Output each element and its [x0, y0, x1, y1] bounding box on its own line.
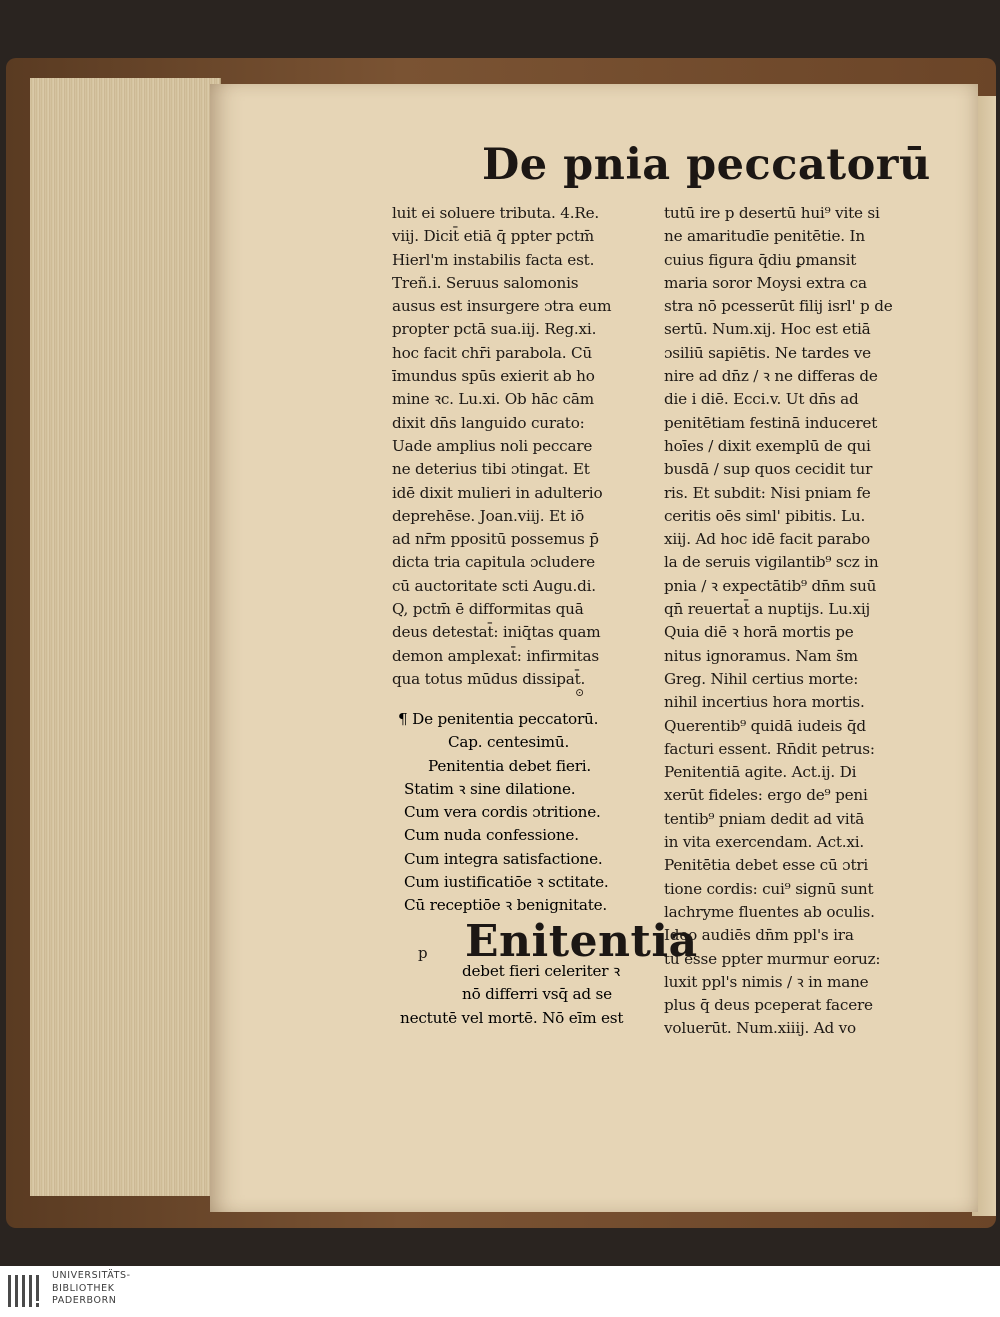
guide-letter: p [418, 944, 428, 962]
text-line: qua totus mūdus dissipat̄. [392, 669, 586, 688]
chapter-line: ¶ De penitentia peccatorū. [398, 710, 599, 728]
library-name-line1: UNIVERSITÄTS- [52, 1270, 131, 1281]
text-line: facturi essent. Rn̄dit petrus: [664, 739, 875, 758]
text-line: propter pctā sua.iij. Reg.xi. [392, 320, 597, 339]
chapter-line: Cum vera cordis ɔtritione. [404, 803, 601, 822]
text-line: Penitentiā agite. Act.ij. Di [664, 763, 857, 782]
text-line: ceritis oēs siml' pibitis. Lu. [664, 506, 866, 525]
footer-bar [0, 1266, 1000, 1317]
chapter-line: Statim ꝛ sine dilatione. [404, 779, 576, 798]
text-line: ne deterius tibi ɔtingat. Et [392, 460, 590, 479]
text-line: tione cordis: cui⁹ signū sunt [664, 879, 874, 898]
library-logo-icon [6, 1271, 46, 1311]
text-line: ad nr̄m ppositū possemus p̄ [392, 530, 599, 549]
text-line: dixit dn̄s languido curato: [392, 413, 585, 432]
initial-word: Enitentia [465, 916, 698, 967]
text-line: idē dixit mulieri in adulterio [392, 483, 603, 502]
text-line: Greg. Nihil certius morte: [664, 669, 859, 688]
library-name [52, 1270, 131, 1308]
text-line: in vita exercendam. Act.xi. [664, 833, 865, 852]
text-line: stra nō pcesserūt filij isrl' p de [664, 297, 893, 316]
text-line: sertū. Num.xij. Hoc est etiā [664, 320, 871, 339]
text-line: nitus ignoramus. Nam s̄m [664, 646, 858, 665]
text-line: deprehēse. Joan.viij. Et iō [392, 506, 585, 525]
left-column [392, 202, 654, 691]
running-head: De pnia peccatorū [482, 140, 931, 190]
text-line: dicta tria capitula ɔcludere [392, 553, 595, 572]
text-line: nō differri vsq̄ ad se [462, 985, 612, 1004]
text-line: la de seruis vigilantib⁹ scz in [664, 553, 879, 572]
text-line: nihil incertius hora mortis. [664, 693, 865, 712]
text-line: Penitētia debet esse cū ɔtri [664, 856, 869, 875]
text-line: demon amplexat̄: infirmitas [392, 646, 599, 665]
text-line: Hierl'm instabilis facta est. [392, 250, 595, 269]
chapter-line: Cum integra satisfactione. [404, 849, 603, 868]
text-line: penitētiam festinā induceret [664, 413, 878, 432]
text-line: die i diē. Ecci.v. Ut dn̄s ad [664, 390, 859, 409]
text-line: ausus est insurgere ɔtra eum [392, 297, 612, 316]
text-line: deus detestat̄: iniq̄tas quam [392, 623, 601, 642]
chapter-line: Cum nuda confessione. [404, 826, 579, 845]
chapter-heading [398, 708, 660, 918]
printer-mark: ⊙ [575, 686, 585, 699]
text-line: Querentib⁹ quidā iudeis q̄d [664, 716, 866, 735]
text-line: ne amaritudīe penitētie. In [664, 227, 865, 246]
text-line: hoc facit chr̄i parabola. Cū [392, 343, 592, 362]
text-line: luxit ppl's nimis / ꝛ in mane [664, 972, 869, 991]
chapter-line: Cū receptiōe ꝛ benignitate. [404, 896, 608, 915]
text-line: nire ad dn̄z / ꝛ ne differas de [664, 367, 878, 386]
text-line: voluerūt. Num.xiiij. Ad vo [664, 1019, 856, 1038]
text-line: pnia / ꝛ expectātib⁹ dn̄m suū [664, 576, 877, 595]
text-line: viij. Dicit̄ etiā q̄ ppter pctm̄ [392, 227, 594, 246]
text-line: plus q̄ deus pceperat facere [664, 996, 873, 1015]
text-line: mine ꝛc. Lu.xi. Ob hāc cām [392, 390, 594, 409]
text-line: ris. Et subdit: Nisi pniam fe [664, 483, 871, 502]
text-line: ɔsiliū sapiētis. Ne tardes ve [664, 343, 871, 362]
text-line: īmundus spūs exierit ab ho [392, 367, 595, 386]
text-line: cuius figura q̄diu ꝑmansit [664, 250, 857, 269]
chapter-line: Cap. centesimū. [448, 733, 570, 752]
text-line: maria soror Moysi extra ca [664, 273, 867, 292]
text-line: debet fieri celeriter ꝛ [462, 962, 620, 980]
page-edges [30, 78, 221, 1196]
left-column-tail [400, 960, 662, 1030]
right-column [664, 202, 926, 1041]
text-line: tentib⁹ pniam dedit ad vitā [664, 809, 865, 828]
text-line: lachryme fluentes ab oculis. [664, 902, 875, 921]
text-line: qn̄ reuertat̄ a nuptijs. Lu.xij [664, 600, 871, 619]
text-line: busdā / sup quos cecidit tur [664, 460, 873, 479]
text-line: hoīes / dixit exemplū de qui [664, 436, 871, 455]
text-line: xiij. Ad hoc idē facit parabo [664, 530, 870, 549]
text-line: luit ei soluere tributa. 4.Re. [392, 204, 600, 222]
text-line: cū auctoritate scti Augu.di. [392, 576, 596, 595]
text-line: tū esse ppter murmur eoruz: [664, 949, 881, 968]
text-line: Ideo audiēs dn̄m ppl's ira [664, 926, 854, 945]
text-line: xerūt fideles: ergo de⁹ peni [664, 786, 868, 805]
chapter-line: Cum iustificatiōe ꝛ sctitate. [404, 873, 609, 892]
library-name-line2: BIBLIOTHEK [52, 1282, 115, 1294]
text-line: Treñ.i. Seruus salomonis [392, 273, 579, 292]
text-line: nectutē vel mortē. Nō eīm est [400, 1008, 624, 1027]
text-line: Uade amplius noli peccare [392, 436, 593, 455]
text-line: tutū ire p desertū hui⁹ vite si [664, 204, 880, 222]
text-line: Q, pctm̄ ē difformitas quā [392, 600, 584, 619]
library-name-line3: PADERBORN [52, 1295, 117, 1306]
chapter-line: Penitentia debet fieri. [428, 756, 592, 775]
text-line: Quia diē ꝛ horā mortis pe [664, 623, 854, 642]
